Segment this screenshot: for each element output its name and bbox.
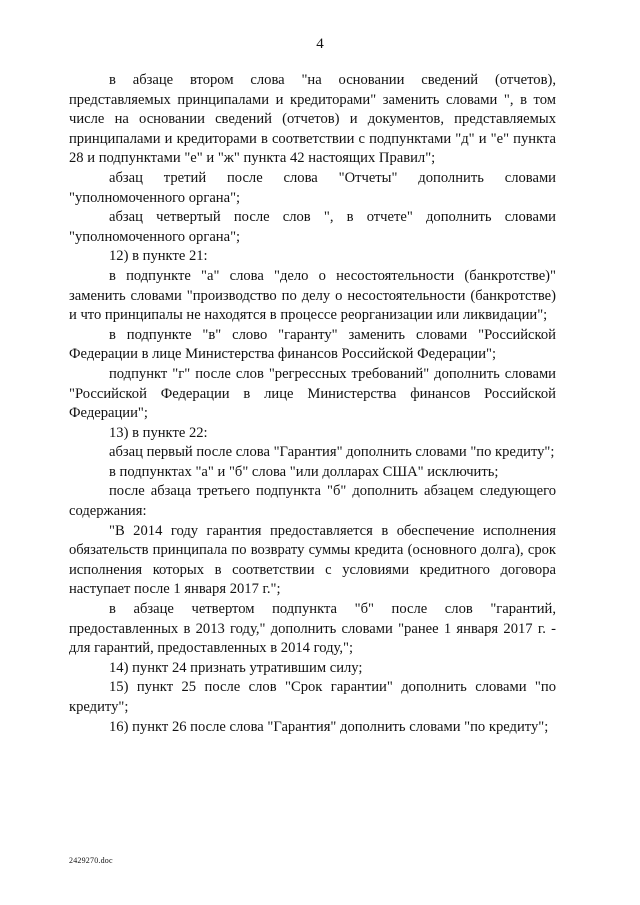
- paragraph: в абзаце втором слова "на основании сведений (отчетов), представляемых принципалами и кредиторами" заменить словами ", в том числе на основании сведений (отчетов) и документов, представляемых принципалами и кредиторами в соответствии с подпунктами "д" и "е" пункта 28 и подпунктами "е" и "ж" пункта 42 настоящих Правил";: [69, 72, 556, 167]
- paragraph: 14) пункт 24 признать утратившим силу;: [109, 659, 363, 676]
- paragraph: абзац четвертый после слов ", в отчете" дополнить словами "уполномоченного органа";: [69, 209, 556, 245]
- paragraph: в подпунктах "а" и "б" слова "или долларах США" исключить;: [109, 463, 499, 480]
- page-number: 4: [316, 36, 324, 52]
- document-body: [69, 71, 556, 737]
- paragraph: подпункт "г" после слов "регрессных требований" дополнить словами "Российской Федерации в лице Министерства финансов Российской Федерации";: [69, 365, 556, 422]
- paragraph: в подпункте "а" слова "дело о несостоятельности (банкротстве)" заменить словами "производство по делу о несостоятельности (банкротстве) и что принципалы не находятся в процессе реорганизации или ликвидации";: [69, 267, 556, 324]
- paragraph: после абзаца третьего подпункта "б" дополнить абзацем следующего содержания:: [69, 483, 556, 520]
- paragraph: 16) пункт 26 после слова "Гарантия" дополнить словами "по кредиту";: [109, 718, 549, 735]
- paragraph: абзац первый после слова "Гарантия" дополнить словами "по кредиту";: [109, 444, 555, 461]
- paragraph: 12) в пункте 21:: [109, 248, 208, 265]
- paragraph: 15) пункт 25 после слов "Срок гарантии" дополнить словами "по кредиту";: [69, 679, 556, 715]
- paragraph: 13) в пункте 22:: [109, 424, 208, 441]
- paragraph: в подпункте "в" слово "гаранту" заменить словами "Российской Федерации в лице Министерства финансов Российской Федерации";: [69, 326, 556, 363]
- paragraph: "В 2014 году гарантия предоставляется в обеспечение исполнения обязательств принципала по возврату суммы кредита (основного долга), срок исполнения которых в соответствии с условиями кредитного договора наступает после 1 января 2017 г.";: [69, 522, 556, 598]
- file-name-footer: 2429270.doc: [69, 856, 113, 865]
- paragraph: абзац третий после слова "Отчеты" дополнить словами "уполномоченного органа";: [69, 169, 556, 206]
- paragraph: в абзаце четвертом подпункта "б" после слов "гарантий, предоставленных в 2013 году," дополнить словами "ранее 1 января 2017 г. - для гарантий, предоставленных в 2014 году,";: [69, 601, 556, 657]
